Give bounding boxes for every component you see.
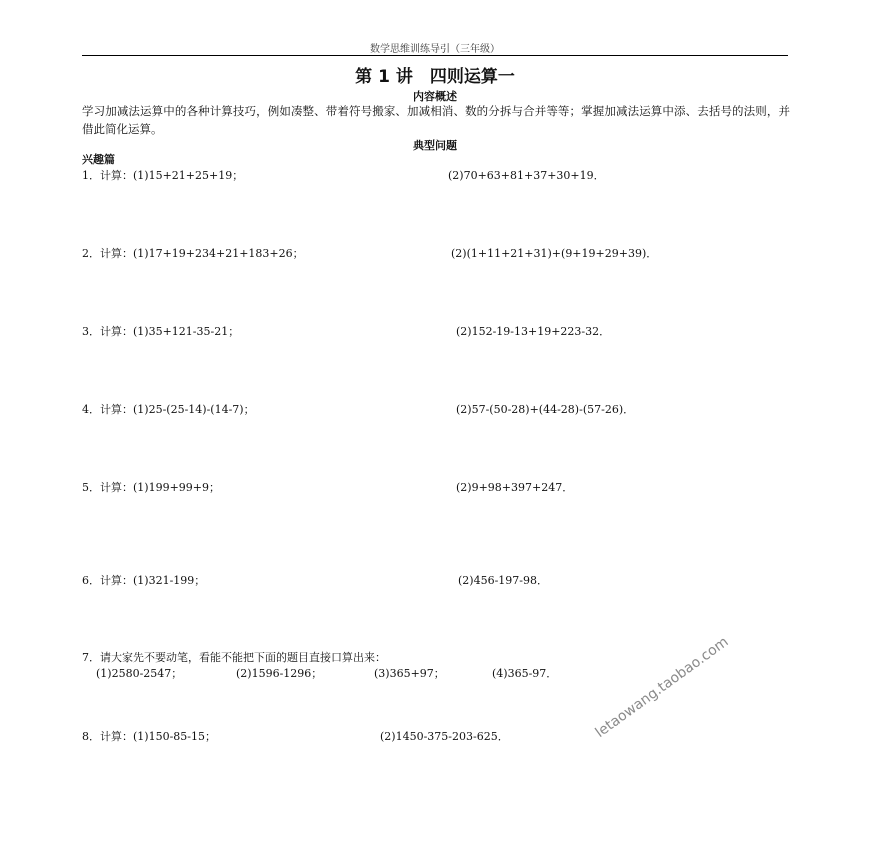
problem-7-subpart-2: (2)1596-1296； <box>236 667 323 680</box>
problem-8: 8．计算：(1)150-85-15； <box>82 730 217 743</box>
lecture-title: 第 1 讲 四则运算一 <box>355 67 515 87</box>
watermark: letaowang.taobao.com <box>592 633 732 741</box>
problem-3-part-2: (2)152-19-13+19+223-32． <box>456 325 611 338</box>
problem-6-part-2: (2)456-197-98． <box>458 574 549 587</box>
problem-7-subpart-1: (1)2580-2547； <box>96 667 183 680</box>
problem-2-part-2: (2)(1+11+21+31)+(9+19+29+39)． <box>451 247 658 260</box>
problem-4: 4．计算：(1)25-(25-14)-(14-7)； <box>82 403 255 416</box>
problem-6: 6．计算：(1)321-199； <box>82 574 206 587</box>
problem-7-subpart-4: (4)365-97． <box>492 667 558 680</box>
overview-text: 学习加减法运算中的各种计算技巧，例如凑整、带着符号搬家、加减相消、数的分拆与合并等等；掌握加减法运算中添、去括号的法则，并借此简化运算。 <box>82 104 790 136</box>
problem-1-part-2: (2)70+63+81+37+30+19． <box>448 169 605 182</box>
problem-5-part-2: (2)9+98+397+247． <box>456 481 574 494</box>
running-header: 数学思维训练导引（三年级） <box>370 44 500 55</box>
problem-2: 2．计算：(1)17+19+234+21+183+26； <box>82 247 304 260</box>
problem-3: 3．计算：(1)35+121-35-21； <box>82 325 240 338</box>
problem-1: 1．计算：(1)15+21+25+19； <box>82 169 244 182</box>
problem-8-part-2: (2)1450-375-203-625． <box>380 730 509 743</box>
problem-4-part-2: (2)57-(50-28)+(44-28)-(57-26)． <box>456 403 635 416</box>
problem-7: 7．请大家先不要动笔，看能不能把下面的题目直接口算出来： <box>82 651 386 664</box>
problem-7-subpart-3: (3)365+97； <box>374 667 445 680</box>
subsection-interest: 兴趣篇 <box>82 153 115 166</box>
header-divider <box>82 55 788 56</box>
problem-5: 5．计算：(1)199+99+9； <box>82 481 221 494</box>
overview-heading: 内容概述 <box>413 90 457 103</box>
typical-problems-heading: 典型问题 <box>413 139 457 152</box>
